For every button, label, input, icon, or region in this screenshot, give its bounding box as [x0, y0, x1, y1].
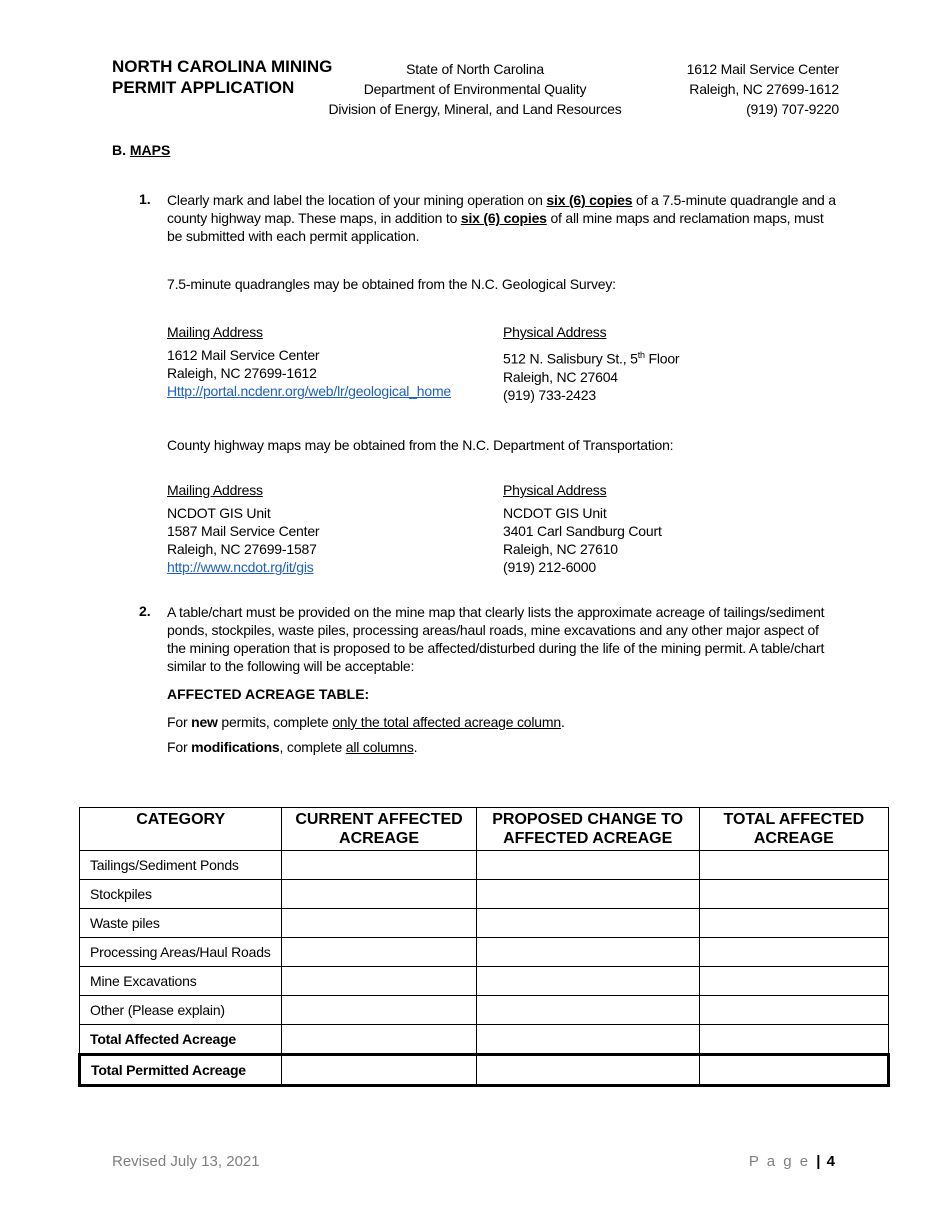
proposed-change-cell[interactable] [476, 1055, 699, 1086]
ngs-mailing-line1: 1612 Mail Service Center [167, 347, 320, 363]
ngs-physical-line2: Raleigh, NC 27604 [503, 368, 618, 385]
section-heading [112, 142, 170, 158]
current-acreage-cell[interactable] [282, 996, 476, 1025]
proposed-change-cell[interactable] [476, 967, 699, 996]
modifications-instruction: For modifications, complete all columns. [167, 739, 418, 755]
affected-acreage-heading: AFFECTED ACREAGE TABLE: [167, 686, 370, 702]
row-label: Total Permitted Acreage [80, 1055, 282, 1086]
current-acreage-cell[interactable] [282, 1055, 476, 1086]
agency-address-line2: Raleigh, NC 27699-1612 [689, 81, 839, 97]
row-label: Tailings/Sediment Ponds [80, 851, 282, 880]
ngs-physical-phone: (919) 733-2423 [503, 386, 596, 403]
row-label: Waste piles [80, 909, 282, 938]
column-header-category: CATEGORY [80, 808, 282, 851]
item-1-number: 1. [139, 191, 151, 207]
total-affected-row [80, 1025, 889, 1055]
proposed-change-cell[interactable] [476, 880, 699, 909]
total-permitted-row [80, 1055, 889, 1086]
new-permits-instruction: For new permits, complete only the total affected acreage column. [167, 714, 565, 730]
proposed-change-cell[interactable] [476, 938, 699, 967]
table-row [80, 851, 889, 880]
total-acreage-cell[interactable] [699, 938, 888, 967]
total-acreage-cell[interactable] [699, 1025, 888, 1055]
row-label: Other (Please explain) [80, 996, 282, 1025]
agency-division: Division of Energy, Mineral, and Land Resources [328, 101, 622, 117]
item-2-text: A table/chart must be provided on the mine map that clearly lists the approximate acreage of tailings/sediment ponds, stockpiles, waste piles, processing areas/haul roads, mine excavations and any other major aspect of the mining operation that is proposed to be affected/disturbed during the life of the mining permit. A table/chart similar to the following will be acceptable: [167, 604, 825, 674]
row-label: Mine Excavations [80, 967, 282, 996]
ngs-physical-line1: 512 N. Salisbury St., 5th Floor [503, 350, 680, 367]
dot-physical-phone: (919) 212-6000 [503, 559, 596, 575]
affected-acreage-table [78, 807, 890, 1087]
page-number: P a g e | 4 [748, 1153, 835, 1170]
dot-mailing-line1: NCDOT GIS Unit [167, 505, 271, 521]
agency-phone: (919) 707-9220 [746, 101, 839, 117]
total-acreage-cell[interactable] [699, 996, 888, 1025]
proposed-change-cell[interactable] [476, 909, 699, 938]
dot-mailing-heading: Mailing Address [167, 482, 263, 498]
dot-physical-heading: Physical Address [503, 482, 607, 498]
revision-date: Revised July 13, 2021 [112, 1153, 260, 1170]
ngs-website-link[interactable]: Http://portal.ncdenr.org/web/lr/geological_home [167, 383, 451, 399]
quadrangle-intro: 7.5-minute quadrangles may be obtained from the N.C. Geological Survey: [167, 276, 616, 292]
current-acreage-cell[interactable] [282, 1025, 476, 1055]
row-label: Processing Areas/Haul Roads [80, 938, 282, 967]
current-acreage-cell[interactable] [282, 938, 476, 967]
dot-website-link[interactable]: http://www.ncdot.rg/it/gis [167, 559, 314, 575]
item-1-text: Clearly mark and label the location of your mining operation on six (6) copies of a 7.5-minute quadrangle and a county highway map. These maps, in addition to six (6) copies of all mine maps and reclamation maps, must be submitted with each permit application. [167, 192, 836, 244]
agency-department: Department of Environmental Quality [363, 81, 587, 97]
current-acreage-cell[interactable] [282, 909, 476, 938]
dot-mailing-line3: Raleigh, NC 27699-1587 [167, 541, 317, 557]
ngs-mailing-address [167, 323, 451, 400]
current-acreage-cell[interactable] [282, 851, 476, 880]
column-header-total: TOTAL AFFECTED ACREAGE [699, 808, 888, 851]
dot-physical-line1: NCDOT GIS Unit [503, 505, 607, 521]
form-title-line2: PERMIT APPLICATION [112, 78, 295, 97]
total-acreage-cell[interactable] [699, 880, 888, 909]
agency-state: State of North Carolina [406, 61, 544, 77]
six-copies-emphasis: six (6) copies [546, 192, 633, 208]
six-copies-emphasis-2: six (6) copies [460, 210, 547, 226]
total-acreage-cell[interactable] [699, 1055, 888, 1086]
section-prefix: B. [112, 142, 126, 158]
proposed-change-cell[interactable] [476, 996, 699, 1025]
table-row [80, 909, 889, 938]
item-2-number: 2. [139, 603, 151, 619]
column-header-current: CURRENT AFFECTED ACREAGE [282, 808, 476, 851]
dot-physical-address [503, 481, 662, 576]
proposed-change-cell[interactable] [476, 851, 699, 880]
dot-intro: County highway maps may be obtained from the N.C. Department of Transportation: [167, 437, 674, 453]
ngs-mailing-line2: Raleigh, NC 27699-1612 [167, 365, 317, 381]
agency-block [310, 59, 640, 119]
ngs-physical-heading: Physical Address [503, 324, 607, 340]
column-header-proposed: PROPOSED CHANGE TO AFFECTED ACREAGE [476, 808, 699, 851]
table-header-row [80, 808, 889, 851]
proposed-change-cell[interactable] [476, 1025, 699, 1055]
agency-address [687, 59, 839, 119]
table-row [80, 996, 889, 1025]
total-acreage-cell[interactable] [699, 967, 888, 996]
ngs-physical-address [503, 323, 679, 404]
row-label: Total Affected Acreage [80, 1025, 282, 1055]
table-row [80, 880, 889, 909]
dot-mailing-line2: 1587 Mail Service Center [167, 523, 320, 539]
ngs-mailing-heading: Mailing Address [167, 324, 263, 340]
dot-mailing-address [167, 481, 319, 576]
section-title: MAPS [129, 142, 171, 158]
dot-physical-line2: 3401 Carl Sandburg Court [503, 523, 662, 539]
total-acreage-cell[interactable] [699, 851, 888, 880]
table-row [80, 967, 889, 996]
row-label: Stockpiles [80, 880, 282, 909]
agency-address-line1: 1612 Mail Service Center [686, 61, 839, 77]
current-acreage-cell[interactable] [282, 967, 476, 996]
table-row [80, 938, 889, 967]
form-title-line1: NORTH CAROLINA MINING [112, 57, 333, 76]
dot-physical-line3: Raleigh, NC 27610 [503, 541, 618, 557]
total-acreage-cell[interactable] [699, 909, 888, 938]
form-title [112, 56, 332, 98]
current-acreage-cell[interactable] [282, 880, 476, 909]
